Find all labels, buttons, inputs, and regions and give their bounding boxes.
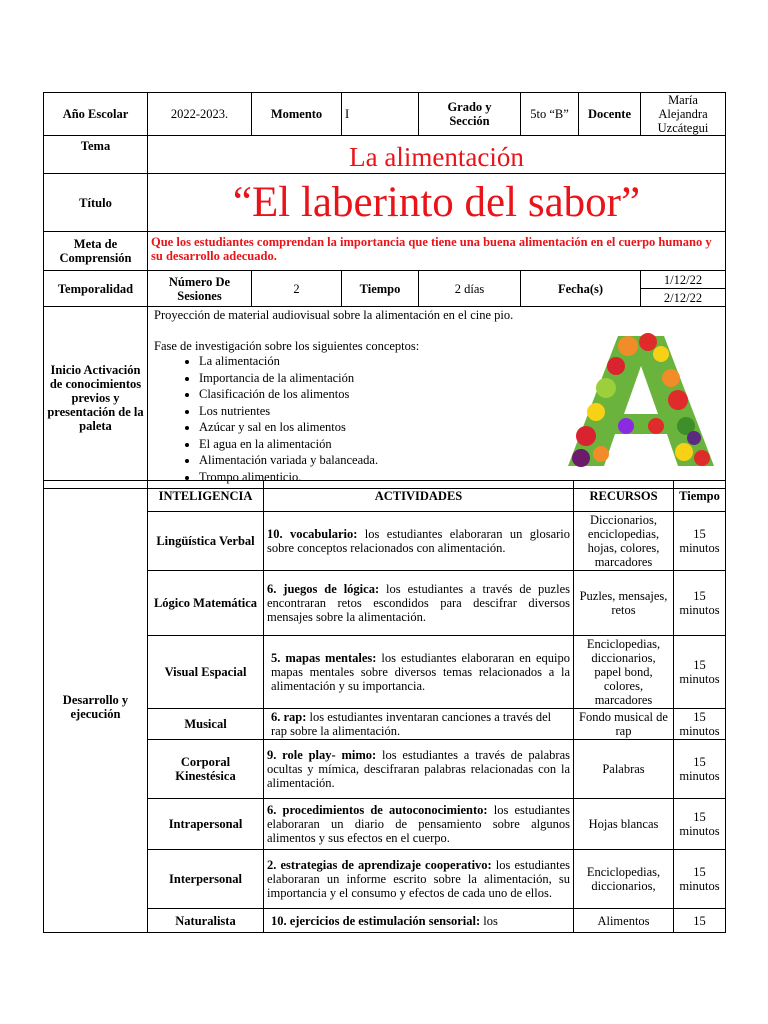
inteligencia-cell: Interpersonal: [148, 850, 264, 909]
recursos-cell: Enciclopedias, diccionarios, papel bond, colores, marcadores: [574, 636, 674, 709]
inteligencia-cell: Visual Espacial: [148, 636, 264, 709]
recursos-cell: Alimentos: [574, 909, 674, 933]
actividad-text: los estudiantes elaboraran un diario de pensamiento sobre algunos alimentos y sus efectos en el cuerpo.: [267, 803, 570, 845]
inteligencia-cell: Lingüística Verbal: [148, 512, 264, 571]
inteligencia-cell: Lógico Matemática: [148, 571, 264, 636]
concept-item: • Clasificación de los alimentos: [199, 386, 719, 403]
actividad-cell: [264, 571, 574, 636]
recursos-cell: Hojas blancas: [574, 799, 674, 850]
actividad-title: 2. estrategias de aprendizaje cooperativo:: [267, 858, 492, 872]
titulo-value: “El laberinto del sabor”: [148, 174, 726, 232]
actividad-text: los estudiantes elaboraran en equipo mapas mentales sobre diversos temas relacionados a la alimentación y su importancia.: [271, 651, 570, 693]
grado-seccion-value: 5to “B”: [521, 93, 579, 136]
tiempo-cell: 15 minutos: [674, 709, 726, 740]
concept-item: • La alimentación: [199, 353, 719, 370]
concept-item: • Alimentación variada y balanceada.: [199, 452, 719, 469]
tiempo-cell: 15 minutos: [674, 571, 726, 636]
actividad-cell: [264, 850, 574, 909]
recursos-cell: Fondo musical de rap: [574, 709, 674, 740]
inteligencia-cell: Intrapersonal: [148, 799, 264, 850]
anio-escolar-value: 2022-2023.: [148, 93, 252, 136]
meta-label: Meta de Comprensión: [44, 232, 148, 271]
inicio-label: Inicio Activación de conocimientos previos y presentación de la paleta: [44, 307, 148, 489]
tiempo-cell: 15 minutos: [674, 636, 726, 709]
docente-label: Docente: [579, 93, 641, 136]
tema-value: La alimentación: [148, 136, 726, 174]
fecha-2: 2/12/22: [641, 289, 726, 307]
concept-item: • Trompo alimenticio.: [199, 469, 719, 486]
col-recursos-header: RECURSOS: [574, 481, 674, 512]
actividad-text: los estudiantes elaboraran un informe escrito sobre la alimentación, su importancia y el consumo y efectos de cada uno de ellos.: [267, 858, 570, 900]
actividad-cell: [264, 512, 574, 571]
tiempo-cell: 15 minutos: [674, 512, 726, 571]
concept-item: • Importancia de la alimentación: [199, 370, 719, 387]
actividad-cell: [264, 709, 574, 740]
col-inteligencia-header: INTELIGENCIA: [148, 481, 264, 512]
grado-seccion-label: Grado y Sección: [419, 93, 521, 136]
meta-value: Que los estudiantes comprendan la importancia que tiene una buena alimentación en el cuerpo humano y su desarrollo adecuado.: [148, 232, 726, 271]
actividad-title: 6. rap:: [271, 710, 307, 724]
fecha-1: 1/12/22: [641, 271, 726, 289]
tiempo-cell: 15 minutos: [674, 799, 726, 850]
fechas-label: Fecha(s): [521, 271, 641, 307]
actividad-text: los estudiantes a través de palabras ocultas y mímica, descifraran palabras relacionadas con la alimentación.: [267, 748, 570, 790]
sesiones-value: 2: [252, 271, 342, 307]
titulo-label: Título: [44, 174, 148, 232]
inteligencia-cell: Musical: [148, 709, 264, 740]
recursos-cell: Diccionarios, enciclopedias, hojas, colores, marcadores: [574, 512, 674, 571]
concept-item: • El agua en la alimentación: [199, 436, 719, 453]
desarrollo-label: Desarrollo y ejecución: [44, 481, 148, 933]
actividad-title: 5. mapas mentales:: [271, 651, 377, 665]
docente-value: María Alejandra Uzcátegui: [641, 93, 726, 136]
tiempo-label: Tiempo: [342, 271, 419, 307]
tiempo-cell: 15 minutos: [674, 850, 726, 909]
tiempo-cell: 15: [674, 909, 726, 933]
actividad-title: 10. vocabulario:: [267, 527, 358, 541]
sesiones-label: Número De Sesiones: [148, 271, 252, 307]
actividad-text: los estudiantes a través de puzles encontraran retos escondidos para descifrar diversos mensajes sobre la alimentación.: [267, 582, 570, 624]
desarrollo-table: [43, 480, 726, 933]
momento-label: Momento: [252, 93, 342, 136]
col-tiempo-header: Tiempo: [674, 481, 726, 512]
actividad-text: los estudiantes elaboraran un glosario sobre conceptos relacionados con alimentación.: [267, 527, 570, 555]
actividad-cell: [264, 909, 574, 933]
recursos-cell: Puzles, mensajes, retos: [574, 571, 674, 636]
col-actividades-header: ACTIVIDADES: [264, 481, 574, 512]
actividad-text: los estudiantes inventaran canciones a través del rap sobre la alimentación.: [271, 710, 552, 738]
inicio-line-1: Proyección de material audiovisual sobre la alimentación en el cine pio.: [154, 308, 514, 322]
temporalidad-label: Temporalidad: [44, 271, 148, 307]
actividad-title: 6. procedimientos de autoconocimiento:: [267, 803, 488, 817]
fruit-letter-a-illustration: [566, 326, 716, 472]
tema-label: Tema: [44, 136, 148, 174]
tiempo-value: 2 días: [419, 271, 521, 307]
actividad-title: 9. role play- mimo:: [267, 748, 377, 762]
actividad-cell: [264, 799, 574, 850]
fruit-letter-a-shape: [568, 333, 714, 467]
actividad-cell: [264, 636, 574, 709]
inicio-line-2: Fase de investigación sobre los siguientes conceptos:: [154, 339, 420, 353]
actividad-title: 6. juegos de lógica:: [267, 582, 380, 596]
recursos-cell: Enciclopedias, diccionarios,: [574, 850, 674, 909]
anio-escolar-label: Año Escolar: [44, 93, 148, 136]
concept-item: • Los nutrientes: [199, 403, 719, 420]
momento-value: I: [342, 93, 419, 136]
tiempo-cell: 15 minutos: [674, 740, 726, 799]
concept-item: • Azúcar y sal en los alimentos: [199, 419, 719, 436]
inteligencia-cell: Corporal Kinestésica: [148, 740, 264, 799]
actividad-cell: [264, 740, 574, 799]
actividad-title: 10. ejercicios de estimulación sensorial:: [271, 913, 481, 928]
recursos-cell: Palabras: [574, 740, 674, 799]
actividad-text: los: [480, 913, 498, 928]
inteligencia-cell: Naturalista: [148, 909, 264, 933]
